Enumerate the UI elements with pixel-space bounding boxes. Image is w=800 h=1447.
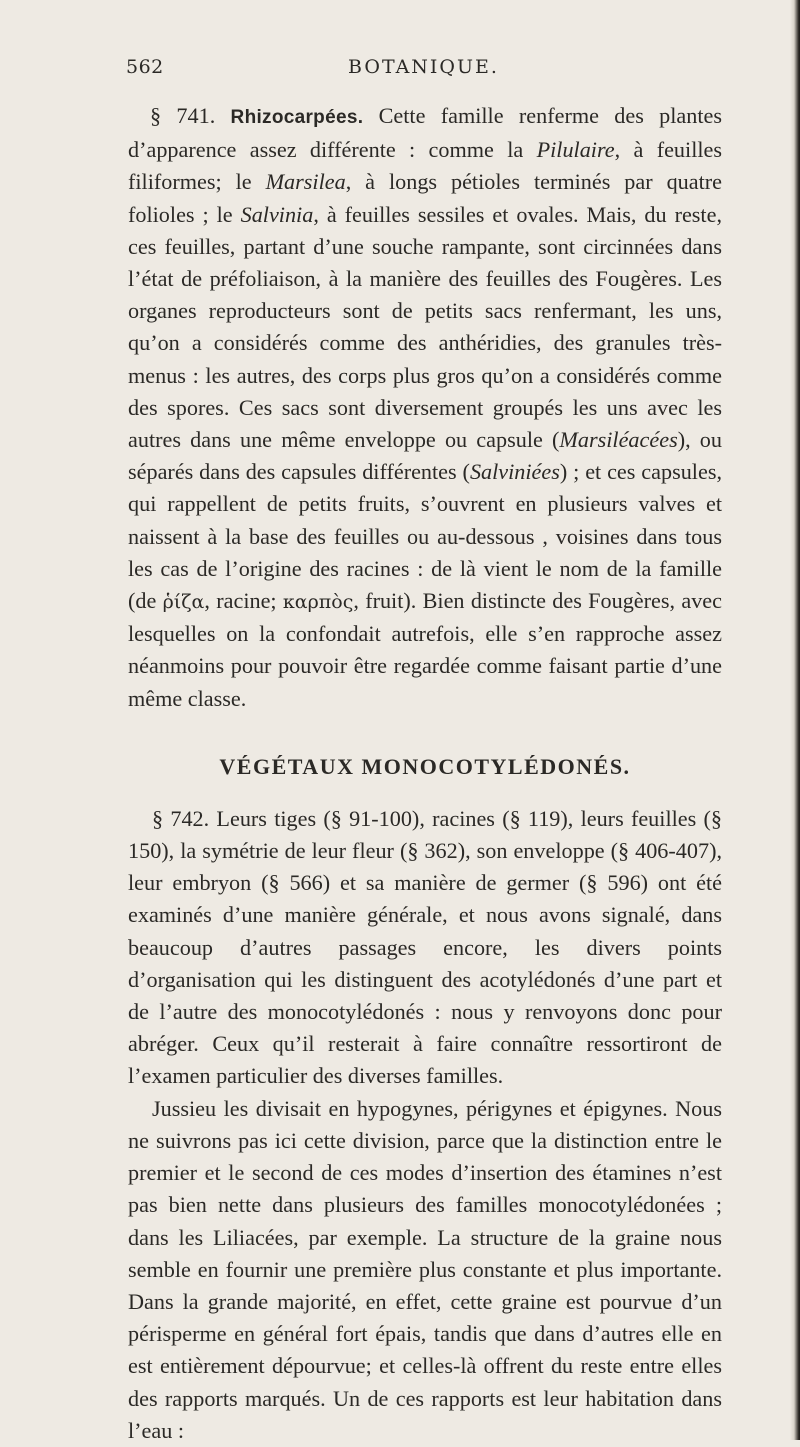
family-name: Rhizocarpées. <box>230 107 364 128</box>
page-number: 562 <box>126 56 164 78</box>
taxon-name: Salvinia <box>240 201 314 227</box>
taxon-name: Marsiléacées <box>559 427 678 453</box>
greek-word: καρπὸς <box>282 591 354 614</box>
text-run: ), ou séparés dans des capsules différentes ( <box>128 427 722 485</box>
text-run: ) ; et ces capsules, qui rappellent de petits fruits, s’ouvrent en plusieurs valves et naissent à la base des feuilles ou au-dessous , voisines dans tous les cas de l’origine des racines : de là vient le nom de la famille (de <box>128 459 722 614</box>
spacer <box>128 715 722 751</box>
greek-word: ῥίζα <box>162 591 205 614</box>
text-run: , à feuilles filiformes; le <box>128 137 723 195</box>
body-text <box>128 100 722 1447</box>
section-title: VÉGÉTAUX MONOCOTYLÉDONÉS. <box>219 753 631 779</box>
paragraph-742 <box>128 803 722 1093</box>
text-run: Leurs tiges (§ 91-100), racines (§ 119), leurs feuilles (§ 150), la symétrie de leur fleur (§ 362), son enveloppe (§ 406-407), leur embryon (§ 566) et sa manière de germer (§ 596) ont été examinés d’une manière générale, et nous avons signalé, dans beaucoup d’autres passages encore, les divers points d’organisation qui les distinguent des acotylédonés d’une part et de l’autre des monocotylédonés : nous y renvoyons donc pour abréger. Ceux qu’il resterait à faire connaître ressortiront de l’examen particulier des diverses familles. <box>128 805 722 1089</box>
taxon-name: Marsilea <box>265 169 346 195</box>
taxon-name: Pilulaire <box>536 137 615 163</box>
spacer <box>128 783 722 803</box>
page-header <box>126 56 721 86</box>
page-edge <box>790 0 800 1440</box>
text-run: , fruit). Bien distincte des Fougères, avec lesquelles on la confondait autrefois, elle s’en rapproche assez néanmoins pour pouvoir être regardée comme faisant partie d’une même classe. <box>128 588 722 711</box>
taxon-name: Salviniées <box>469 459 560 485</box>
text-run: , à feuilles sessiles et ovales. Mais, du reste, ces feuilles, partant d’une souche rampante, sont circinnées dans l’état de préfoliaison, à la manière des feuilles des Fougères. Les organes reproducteurs sont de petits sacs renfermant, les uns, qu’on a considérés comme des anthéridies, des granules très-menus : les autres, des corps plus gros qu’on a considérés comme des spores. Ces sacs sont diversement groupés les uns avec les autres dans une même enveloppe ou capsule ( <box>128 201 722 453</box>
text-run: Jussieu les divisait en hypogynes, périgynes et épigynes. Nous ne suivrons pas ici cette division, parce que la distinction entre le premier et le second de ces modes d’insertion des étamines n’est pas bien nette dans plusieurs des familles monocotylédonées ; dans les Liliacées, par exemple. La structure de la graine nous semble en fournir une première plus constante et plus importante. Dans la grande majorité, en effet, cette graine est pourvue d’un périsperme en général fort épais, tandis que dans d’autres elle en est entièrement dépourvue; et celles-là offrent du reste entre elles des rapports marqués. Un de ces rapports est leur habitation dans l’eau : <box>128 1095 722 1443</box>
running-head: BOTANIQUE. <box>348 56 499 78</box>
text-run: , racine; <box>204 588 283 614</box>
section-number: § 742. <box>152 805 210 831</box>
text-run: Cette famille renferme des plantes d’apparence assez différente : comme la <box>128 103 722 163</box>
section-number: § 741. <box>150 103 216 128</box>
text-run: , à longs pétioles terminés par quatre folioles ; le <box>128 169 722 227</box>
paragraph-jussieu <box>128 1093 722 1447</box>
paragraph-741 <box>128 100 722 715</box>
